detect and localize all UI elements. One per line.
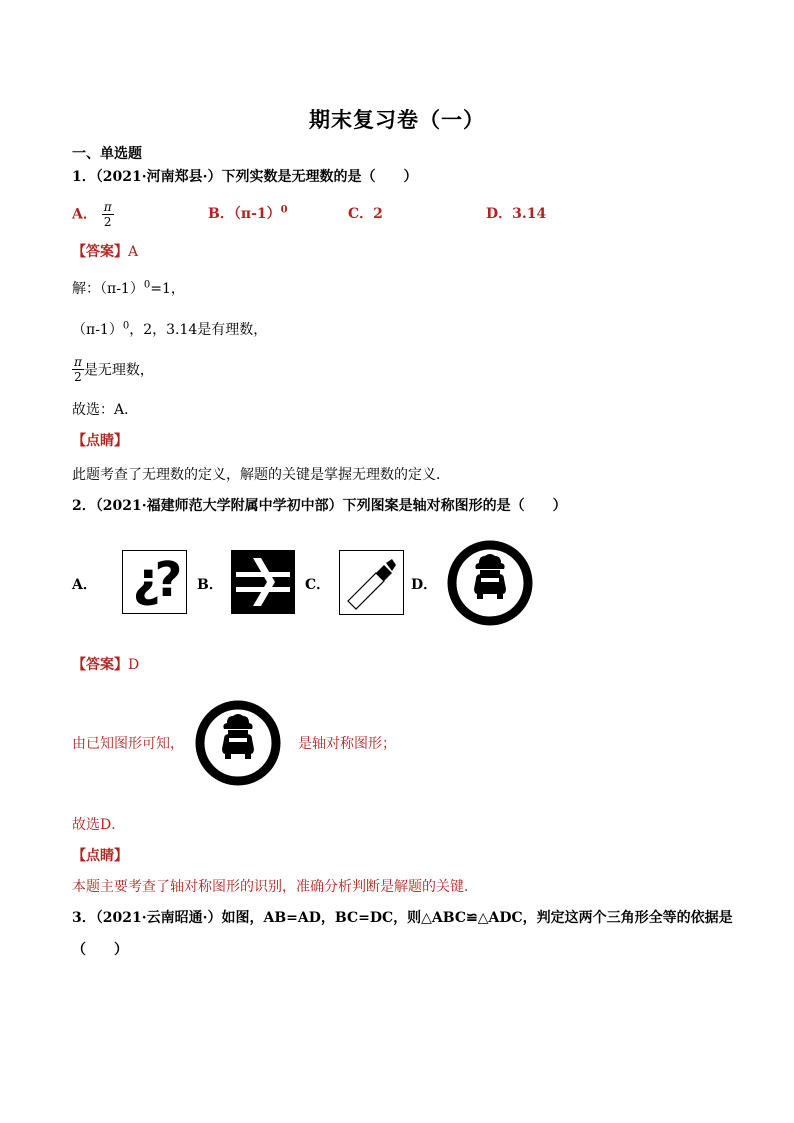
q1-option-a-fraction	[102, 200, 114, 229]
q1-option-b-text: B．（π-1）	[208, 206, 281, 222]
answer-tag: 【答案】	[72, 657, 128, 673]
solution-fraction	[72, 355, 84, 384]
q2-option-d-figure[interactable]	[446, 539, 534, 627]
q2-option-c-figure[interactable]	[339, 550, 404, 615]
q2-comment: 本题主要考查了轴对称图形的识别，准确分析判断是解题的关键．	[72, 879, 478, 895]
exponent: 0	[122, 320, 130, 332]
q1-comment-tag: 【点睛】	[72, 433, 128, 449]
fraction-denominator: 2	[74, 370, 82, 384]
q1-option-b[interactable]	[208, 203, 288, 223]
q2-solution-prefix: 由已知图形可知，	[72, 736, 184, 752]
section-heading: 一、单选题	[72, 146, 142, 162]
rail-arrows-icon	[231, 550, 295, 614]
q1-answer	[72, 241, 138, 261]
solution-text: （π-1）	[72, 322, 123, 338]
solution-text: 是无理数，	[83, 362, 154, 379]
pen-icon	[340, 551, 403, 614]
q2-option-c-label[interactable]: C．	[305, 577, 331, 593]
question-2-stem: 2．（2021·福建师范大学附属中学初中部）下列图案是轴对称图形的是（ ）	[72, 498, 567, 514]
q1-solution-line-1	[72, 278, 185, 298]
answer-value: A	[128, 244, 139, 260]
q2-option-b-figure[interactable]	[231, 550, 295, 614]
fraction-numerator: π	[74, 355, 82, 369]
q2-comment-tag: 【点睛】	[72, 848, 128, 864]
q2-solution-suffix: 是轴对称图形；	[298, 736, 396, 752]
exponent: 0	[280, 204, 288, 216]
q1-solution-line-2	[72, 319, 267, 339]
q1-solution-line-3	[72, 355, 154, 384]
solution-text: 解：（π-1）	[72, 281, 144, 297]
q1-solution-line-4: 故选：A．	[72, 402, 139, 418]
question-3-paren: （ ）	[72, 942, 128, 958]
solution-text: ，2，3.14是有理数，	[129, 322, 268, 338]
q1-option-a[interactable]	[72, 200, 114, 229]
exponent: 0	[143, 279, 151, 291]
q2-solution-figure	[194, 699, 282, 787]
sedan-badge-icon	[200, 705, 276, 781]
q1-option-c[interactable]: C．2	[348, 206, 383, 222]
q2-option-d-label[interactable]: D．	[411, 577, 438, 593]
q2-option-b-label[interactable]: B．	[197, 577, 223, 593]
solution-text: =1，	[150, 281, 185, 297]
q2-answer	[72, 654, 139, 674]
question-mark-icon: ¿?	[132, 552, 177, 608]
fraction-denominator: 2	[103, 215, 112, 229]
q1-comment: 此题考查了无理数的定义，解题的关键是掌握无理数的定义．	[72, 467, 450, 483]
q1-option-a-label: A．	[72, 206, 97, 223]
page-title: 期末复习卷（一）	[309, 107, 485, 132]
q1-option-d[interactable]: D．3.14	[486, 206, 547, 222]
q2-option-a-label[interactable]: A．	[72, 577, 97, 593]
answer-value: D	[128, 657, 140, 673]
question-3-stem: 3．（2021·云南昭通·）如图，AB=AD，BC=DC，则△ABC≌△ADC，判定这两个三角形全等的依据是	[72, 910, 733, 926]
answer-tag: 【答案】	[72, 244, 128, 260]
q2-solution-end: 故选D．	[72, 817, 126, 833]
sedan-badge-icon	[452, 545, 528, 621]
question-1-stem: 1．（2021·河南郑县·）下列实数是无理数的是（ ）	[72, 169, 418, 185]
fraction-numerator: π	[103, 200, 112, 214]
q2-option-a-figure[interactable]	[122, 550, 187, 614]
